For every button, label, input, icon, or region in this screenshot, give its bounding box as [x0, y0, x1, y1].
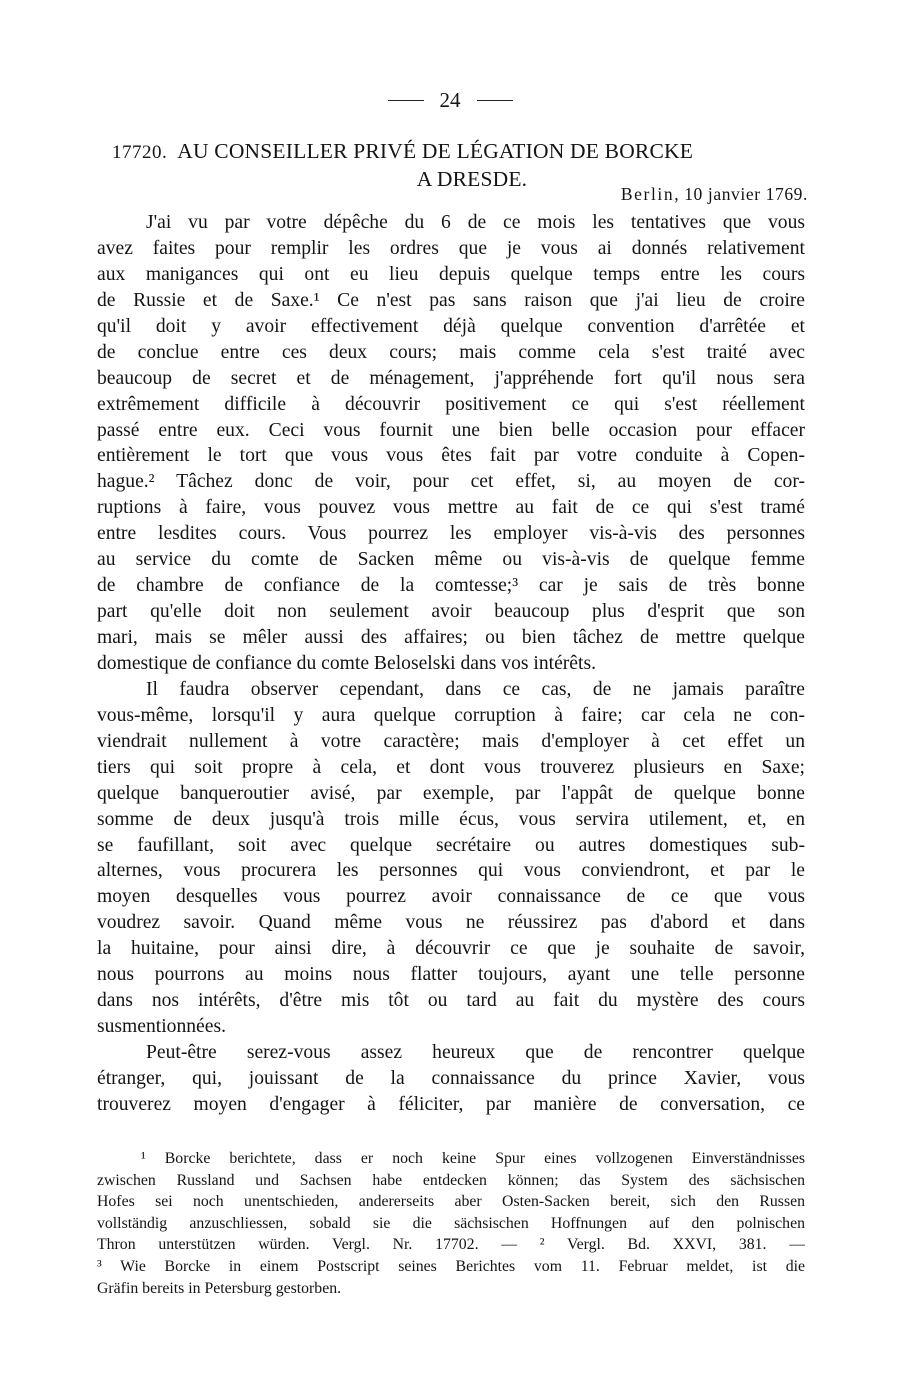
body-line: la huitaine, pour ainsi dire, à découvrir ce que je souhaite de savoir,: [97, 938, 805, 960]
body-line: avez faites pour remplir les ordres que je vous ai donnés relativement: [97, 237, 805, 259]
footnote-line: Thron unterstützen würden. Vergl. Nr. 17702. — ² Vergl. Bd. XXVI, 381. —: [97, 1236, 805, 1254]
body-line: hague.² Tâchez donc de voir, pour cet effet, si, au moyen de cor-: [97, 471, 805, 493]
header-rule-left: [388, 100, 424, 101]
dateline-separator: ,: [674, 184, 685, 204]
body-line: vous-même, lorsqu'il y aura quelque corruption à faire; car cela ne con-: [97, 704, 805, 726]
body-line: ruptions à faire, vous pouvez vous mettre au fait de ce qui s'est tramé: [97, 497, 805, 519]
body-line: extrêmement difficile à découvrir positivement ce qui s'est réellement: [97, 393, 805, 415]
body-line: J'ai vu par votre dépêche du 6 de ce mois les tentatives que vous: [146, 212, 805, 233]
body-line: entre lesdites cours. Vous pourrez les employer vis-à-vis des personnes: [97, 523, 805, 545]
dateline: [621, 184, 808, 205]
body-line: Peut-être serez-vous assez heureux que de rencontrer quelque: [146, 1042, 805, 1063]
body-line: Il faudra observer cependant, dans ce cas, de ne jamais paraître: [146, 678, 805, 700]
letter-number: 17720.: [112, 142, 168, 163]
body-line: tiers qui soit propre à cela, et dont vous trouverez plusieurs en Saxe;: [97, 756, 805, 778]
body-line: alternes, vous procurera les personnes qui vous conviendront, et par le: [97, 860, 805, 882]
body-line: moyen desquelles vous pourrez avoir connaissance de ce que vous: [97, 886, 805, 908]
body-line: entièrement le tort que vous vous êtes fait par votre conduite à Copen-: [97, 445, 805, 467]
body-line: au service du comte de Sacken même ou vis-à-vis de quelque femme: [97, 549, 805, 571]
footnote-line: zwischen Russland und Sachsen habe entdecken können; das System des sächsischen: [97, 1171, 805, 1189]
letter-body: [97, 210, 805, 1118]
body-line: aux manigances qui ont eu lieu depuis quelque temps entre les cours: [97, 263, 805, 285]
body-line: domestique de confiance du comte Beloselski dans vos intérêts.: [97, 652, 596, 674]
page-header: [0, 88, 900, 113]
footnote-line: ¹ Borcke berichtete, dass er noch keine Spur eines vollzogenen Einverständnisses: [141, 1150, 805, 1167]
body-line: beaucoup de secret et de ménagement, j'appréhende fort qu'il nous sera: [97, 367, 805, 389]
body-line: de chambre de confiance de la comtesse;³ car je sais de très bonne: [97, 575, 805, 597]
body-line: se faufillant, soit avec quelque secrétaire ou autres domestiques sub-: [97, 834, 805, 856]
body-line: mari, mais se mêler aussi des affaires; ou bien tâchez de mettre quelque: [97, 627, 805, 648]
footnote-line: Hofes sei noch unentschieden, andererseits aber Osten-Sacken bereit, sich den Russen: [97, 1193, 805, 1211]
body-line: qu'il doit y avoir effectivement déjà quelque convention d'arrêtée et: [97, 315, 805, 337]
body-line: viendrait nullement à votre caractère; mais d'employer à cet effet un: [97, 730, 805, 752]
footnote-line: ³ Wie Borcke in einem Postscript seines Berichtes vom 11. Februar meldet, ist die: [97, 1257, 805, 1275]
footnote-line: vollständig anzuschliessen, sobald sie die sächsischen Hoffnungen auf den polnischen: [97, 1214, 805, 1232]
dateline-date: 10 janvier 1769.: [684, 184, 808, 204]
body-line: trouverez moyen d'engager à féliciter, par manière de conversation, ce: [97, 1093, 805, 1115]
body-line: de conclue entre ces deux cours; mais comme cela s'est traité avec: [97, 341, 805, 363]
body-line: de Russie et de Saxe.¹ Ce n'est pas sans raison que j'ai lieu de croire: [97, 289, 805, 311]
body-line: part qu'elle doit non seulement avoir beaucoup plus d'esprit que son: [97, 601, 805, 623]
body-line: nous pourrons au moins nous flatter toujours, ayant une telle personne: [97, 964, 805, 986]
header-rule-right: [477, 100, 513, 101]
footnote-line: Gräfin bereits in Petersburg gestorben.: [97, 1279, 342, 1297]
footnotes: [97, 1148, 805, 1299]
body-line: dans nos intérêts, d'être mis tôt ou tard au fait du mystère des cours: [97, 990, 805, 1012]
heading-line-1: [112, 138, 802, 166]
heading-title: AU CONSEILLER PRIVÉ DE LÉGATION DE BORCKE: [177, 139, 694, 163]
body-line: passé entre eux. Ceci vous fournit une bien belle occasion pour effacer: [97, 419, 805, 441]
body-line: quelque banqueroutier avisé, par exemple, par l'appât de quelque bonne: [97, 782, 805, 804]
body-line: voudrez savoir. Quand même vous ne réussirez pas d'abord et dans: [97, 912, 805, 934]
body-line: susmentionnées.: [97, 1016, 226, 1038]
body-line: somme de deux jusqu'à trois mille écus, vous servira utilement, et, en: [97, 808, 805, 830]
heading-line-2: A DRESDE.: [416, 167, 528, 191]
dateline-place: Berlin: [620, 184, 675, 204]
body-line: étranger, qui, jouissant de la connaissance du prince Xavier, vous: [97, 1067, 805, 1089]
page-number: 24: [439, 88, 461, 112]
